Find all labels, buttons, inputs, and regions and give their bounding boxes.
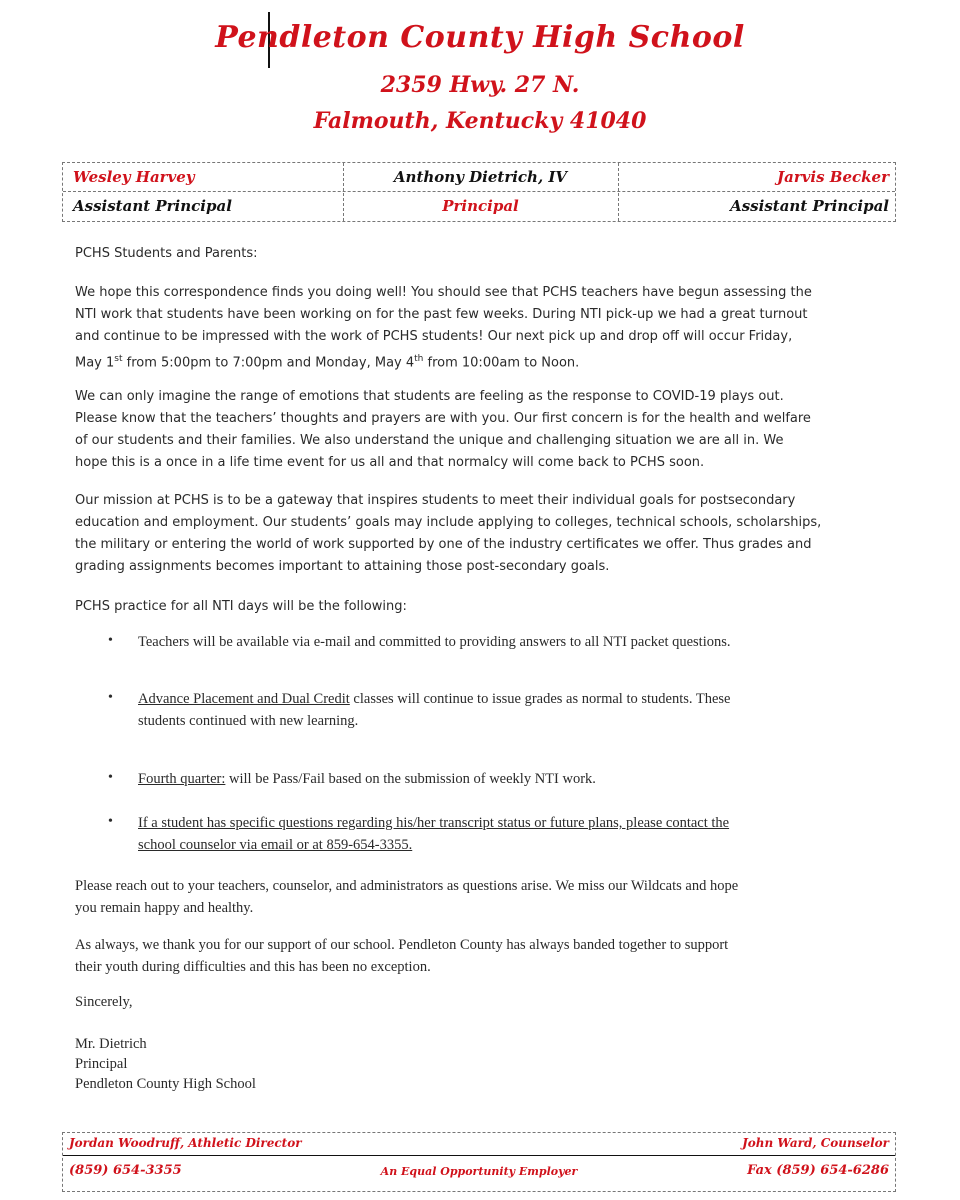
superscript: st bbox=[114, 354, 123, 364]
paragraph-thanks bbox=[75, 934, 895, 978]
paragraph-reach-out bbox=[75, 875, 895, 919]
admin-name-center: Anthony Dietrich, IV bbox=[393, 168, 568, 186]
superscript: th bbox=[414, 354, 424, 364]
text-line: Our mission at PCHS is to be a gateway that inspires students to meet their individual goals for postsecondary bbox=[75, 493, 796, 508]
signer-school: Pendleton County High School bbox=[75, 1076, 256, 1092]
underlined-text: Advance Placement and Dual Credit bbox=[138, 691, 350, 707]
signature-block bbox=[75, 1034, 895, 1094]
text-line: grading assignments becomes important to attaining those post-secondary goals. bbox=[75, 559, 610, 574]
footer-table bbox=[62, 1132, 896, 1192]
footer-athletic-director: Jordan Woodruff, Athletic Director bbox=[69, 1136, 302, 1150]
text-span: will be Pass/Fail based on the submission of weekly NTI work. bbox=[225, 771, 596, 787]
text-span: from 5:00pm to 7:00pm and Monday, May 4 bbox=[122, 355, 415, 371]
text-span: from 10:00am to Noon. bbox=[423, 355, 580, 371]
footer-divider bbox=[63, 1155, 895, 1156]
administrators-table bbox=[62, 162, 896, 222]
admin-name-right: Jarvis Becker bbox=[777, 168, 889, 186]
admin-title-left: Assistant Principal bbox=[73, 197, 232, 215]
bullet-counselor bbox=[138, 812, 878, 856]
bullet-fourth-quarter bbox=[138, 768, 858, 790]
table-divider bbox=[618, 163, 619, 221]
signer-name: Mr. Dietrich bbox=[75, 1036, 147, 1052]
closing: Sincerely, bbox=[75, 994, 133, 1010]
admin-name-left: Wesley Harvey bbox=[73, 168, 195, 186]
text-line: If a student has specific questions regarding his/her transcript status or future plans, please contact the bbox=[138, 815, 730, 831]
paragraph-covid bbox=[75, 386, 895, 474]
bullet-teachers: Teachers will be available via e-mail and committed to providing answers to all NTI packet questions. bbox=[138, 634, 731, 650]
text-line: hope this is a once in a life time event for us all and that normalcy will come back to PCHS soon. bbox=[75, 455, 705, 470]
text-span: May 1 bbox=[75, 355, 115, 371]
text-line: students continued with new learning. bbox=[138, 713, 359, 729]
school-name: Pendleton County High School bbox=[215, 20, 745, 55]
admin-title-center: Principal bbox=[442, 197, 519, 215]
text-line: We hope this correspondence finds you doing well! You should see that PCHS teachers have begun assessing the bbox=[75, 285, 812, 300]
text-line bbox=[138, 688, 858, 710]
text-line: their youth during difficulties and this has been no exception. bbox=[75, 959, 431, 975]
footer-phone: (859) 654-3355 bbox=[69, 1163, 182, 1178]
text-line: NTI work that students have been working on for the past few weeks. During NTI pick-up we had a great turnout bbox=[75, 307, 808, 322]
text-span: classes will continue to issue grades as normal to students. These bbox=[349, 691, 731, 707]
underlined-text: Fourth quarter: bbox=[138, 771, 226, 787]
text-line: the military or entering the world of work supported by one of the industry certificates we offer. Thus grades and bbox=[75, 537, 812, 552]
text-line: and continue to be impressed with the work of PCHS students! Our next pick up and drop off will occur Friday, bbox=[75, 329, 793, 344]
table-divider bbox=[343, 163, 344, 221]
text-line: Please reach out to your teachers, counselor, and administrators as questions arise. We miss our Wildcats and hope bbox=[75, 878, 739, 894]
bullet-ap-dual-credit bbox=[138, 688, 858, 732]
text-line: Please know that the teachers’ thoughts and prayers are with you. Our first concern is for the health and welfare bbox=[75, 411, 811, 426]
bullet-dot: • bbox=[108, 814, 113, 829]
bullet-dot: • bbox=[108, 770, 113, 785]
text-line: school counselor via email or at 859-654-3355. bbox=[138, 837, 413, 853]
signer-title: Principal bbox=[75, 1056, 128, 1072]
text-line: We can only imagine the range of emotions that students are feeling as the response to COVID-19 plays out. bbox=[75, 389, 784, 404]
text-line bbox=[75, 348, 895, 374]
greeting: PCHS Students and Parents: bbox=[75, 246, 258, 261]
text-line: of our students and their families. We also understand the unique and challenging situation we are all in. We bbox=[75, 433, 784, 448]
paragraph-mission bbox=[75, 490, 895, 578]
text-line: you remain happy and healthy. bbox=[75, 900, 254, 916]
text-line: education and employment. Our students’ goals may include applying to colleges, technical schools, scholarships, bbox=[75, 515, 822, 530]
footer-fax: Fax (859) 654-6286 bbox=[747, 1163, 889, 1178]
paragraph-intro bbox=[75, 282, 895, 374]
practice-intro: PCHS practice for all NTI days will be the following: bbox=[75, 599, 407, 614]
school-address: 2359 Hwy. 27 N. bbox=[380, 72, 580, 98]
footer-counselor: John Ward, Counselor bbox=[742, 1136, 889, 1150]
footer-eoe: An Equal Opportunity Employer bbox=[380, 1165, 578, 1178]
text-line: As always, we thank you for our support of our school. Pendleton County has always banded together to support bbox=[75, 937, 729, 953]
school-city: Falmouth, Kentucky 41040 bbox=[313, 108, 647, 134]
bullet-dot: • bbox=[108, 690, 113, 705]
admin-title-right: Assistant Principal bbox=[730, 197, 889, 215]
bullet-dot: • bbox=[108, 633, 113, 648]
